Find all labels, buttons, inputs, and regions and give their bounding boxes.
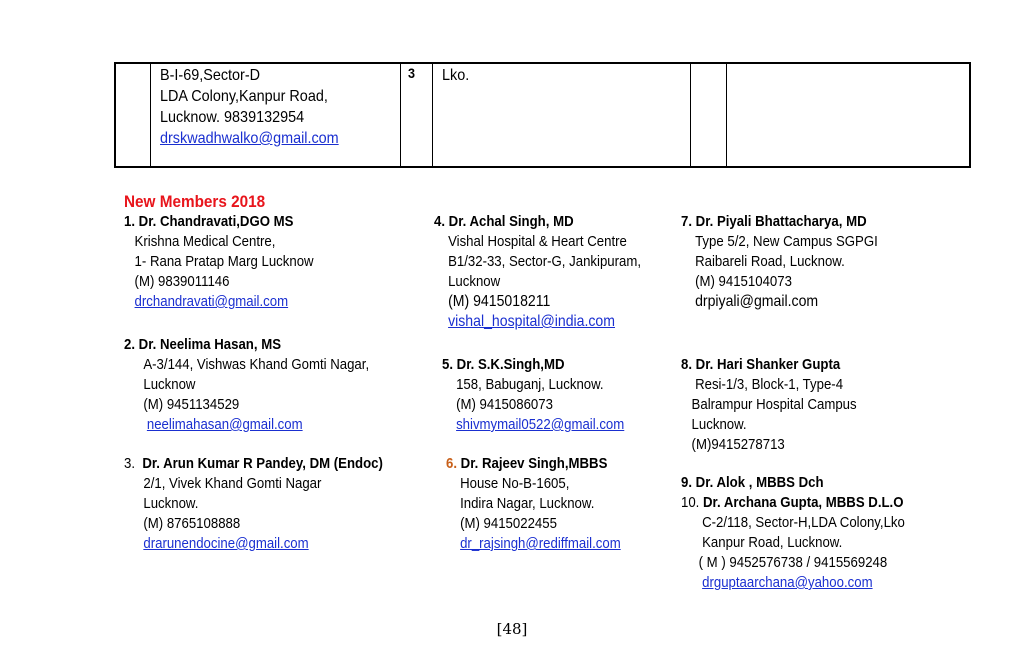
member-address-line: Lucknow [143, 376, 196, 393]
member-entry [681, 473, 824, 493]
member-address-line: Resi-1/3, Block-1, Type-4 [695, 376, 844, 393]
email-link[interactable]: shivmymail0522@gmail.com [456, 416, 625, 433]
member-email-text: drpiyali@gmail.com [695, 293, 819, 310]
member-phone: (M)9415278713 [691, 436, 785, 453]
member-entry [681, 212, 878, 312]
member-address-line: C-2/118, Sector-H,LDA Colony,Lko [702, 514, 905, 531]
member-entry [681, 493, 905, 593]
table-column-divider [432, 64, 433, 166]
email-link[interactable]: drarunendocine@gmail.com [143, 535, 309, 552]
member-name: 4. Dr. Achal Singh, MD [434, 213, 574, 230]
member-name: Dr. Arun Kumar R Pandey, DM (Endoc) [142, 455, 383, 472]
member-entry [446, 454, 621, 554]
member-entry [124, 335, 369, 435]
member-address-line: House No-B-1605, [460, 475, 570, 492]
table-address-cell [160, 65, 339, 149]
member-name: 2. Dr. Neelima Hasan, MS [124, 336, 282, 353]
member-name: Dr. Rajeev Singh,MBBS [460, 455, 608, 472]
member-address-line: 1- Rana Pratap Marg Lucknow [134, 253, 314, 270]
member-number: 3. [124, 455, 136, 472]
member-phone: (M) 9451134529 [143, 396, 240, 413]
member-phone: ( M ) 9452576738 / 9415569248 [698, 554, 888, 571]
member-entry [434, 212, 641, 332]
member-entry [124, 212, 314, 312]
email-link[interactable]: drchandravati@gmail.com [134, 293, 289, 310]
address-line: LDA Colony,Kanpur Road, [160, 88, 328, 105]
member-entry [442, 355, 624, 435]
member-phone: (M) 9415104073 [695, 273, 792, 290]
member-name: 9. Dr. Alok , MBBS Dch [681, 474, 824, 491]
table-column-divider [150, 64, 151, 166]
member-phone: (M) 9415086073 [456, 396, 553, 413]
email-link[interactable]: dr_rajsingh@rediffmail.com [460, 535, 621, 552]
member-address-line: 158, Babuganj, Lucknow. [456, 376, 604, 393]
member-address-line: A-3/144, Vishwas Khand Gomti Nagar, [143, 356, 370, 373]
member-number: 10. [681, 494, 700, 511]
table-column-divider [400, 64, 401, 166]
member-entry [681, 355, 857, 455]
member-name: Dr. Archana Gupta, MBBS D.L.O [703, 494, 904, 511]
member-phone: (M) 8765108888 [143, 515, 241, 532]
member-name: 5. Dr. S.K.Singh,MD [442, 356, 565, 373]
member-address-line: Type 5/2, New Campus SGPGI [695, 233, 878, 250]
member-phone: (M) 9415022455 [460, 515, 557, 532]
member-number: 6. [446, 455, 458, 472]
table-column-divider [726, 64, 727, 166]
member-address-line: Kanpur Road, Lucknow. [702, 534, 843, 551]
member-address-line: Lucknow. [691, 416, 747, 433]
section-heading: New Members 2018 [124, 192, 266, 211]
address-line: Lucknow. 9839132954 [160, 109, 305, 126]
address-line: B-I-69,Sector-D [160, 67, 261, 84]
member-address-line: Balrampur Hospital Campus [691, 396, 857, 413]
member-phone: (M) 9415018211 [448, 293, 551, 310]
table-city-cell: Lko. [442, 67, 470, 84]
email-link[interactable]: neelimahasan@gmail.com [146, 416, 303, 433]
table-column-divider [690, 64, 691, 166]
email-link[interactable]: vishal_hospital@india.com [448, 313, 615, 330]
member-name: 7. Dr. Piyali Bhattacharya, MD [681, 213, 867, 230]
member-address-line: B1/32-33, Sector-G, Jankipuram, [448, 253, 642, 270]
member-address-line: Indira Nagar, Lucknow. [460, 495, 595, 512]
member-address-line: Lucknow [448, 273, 501, 290]
member-entry [124, 454, 383, 554]
member-address-line: Lucknow. [143, 495, 199, 512]
member-address-line: Raibareli Road, Lucknow. [695, 253, 845, 270]
member-name: 1. Dr. Chandravati,DGO MS [124, 213, 294, 230]
member-table-row [114, 62, 971, 168]
email-link[interactable]: drskwadhwalko@gmail.com [160, 130, 339, 147]
email-link[interactable]: drguptaarchana@yahoo.com [702, 574, 873, 591]
member-address-line: 2/1, Vivek Khand Gomti Nagar [143, 475, 322, 492]
member-phone: (M) 9839011146 [134, 273, 230, 290]
member-address-line: Krishna Medical Centre, [134, 233, 276, 250]
member-address-line: Vishal Hospital & Heart Centre [448, 233, 627, 250]
page-number: [48] [496, 620, 528, 638]
member-name: 8. Dr. Hari Shanker Gupta [681, 356, 841, 373]
table-number-cell: 3 [408, 65, 416, 81]
